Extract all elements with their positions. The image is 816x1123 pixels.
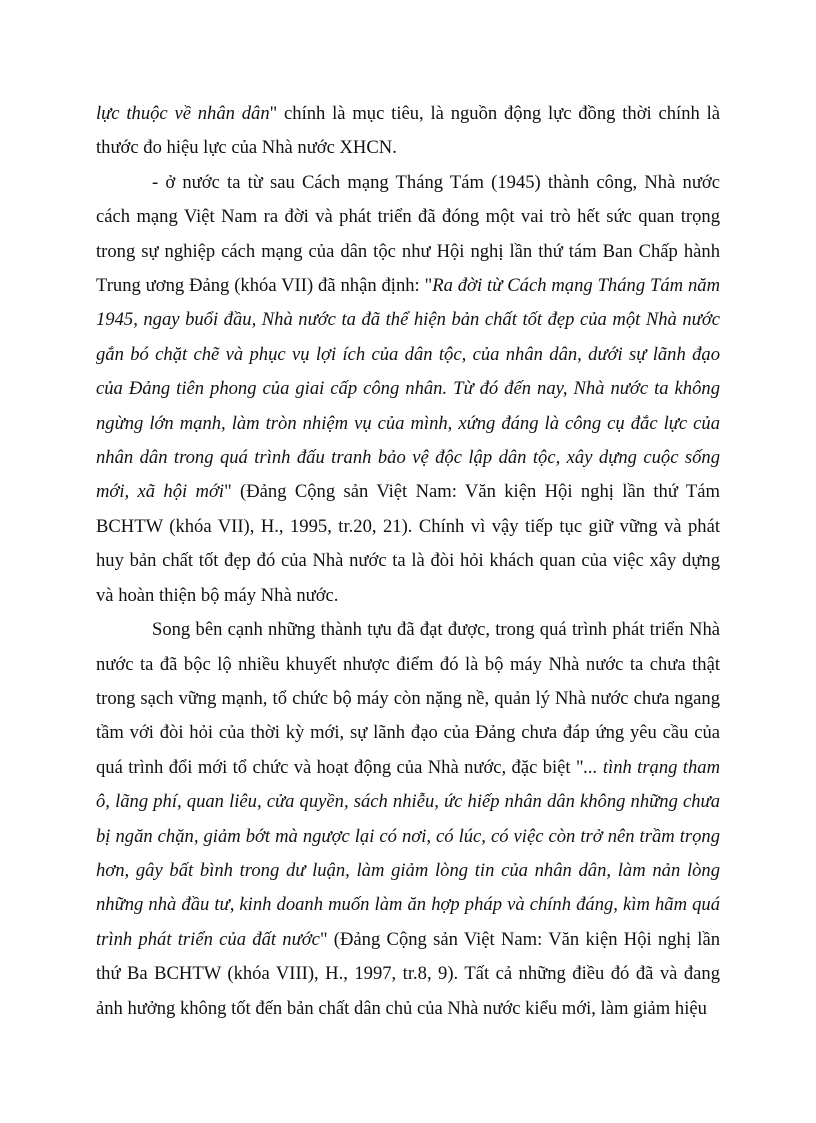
text-run: Ra đời từ Cách mạng Tháng Tám năm 1945, ngay buổi đầu, Nhà nước ta đã thể hiện bản chất tốt đẹp của một Nhà nước gắn bó chặt chẽ và phục vụ lợi ích của dân tộc, của nhân dân, dưới sự lãnh đạo của Đảng tiên phong của giai cấp công nhân. Từ đó đến nay, Nhà nước ta không ngừng lớn mạnh, làm tròn nhiệm vụ của mình, xứng đáng là công cụ đắc lực của nhân dân trong quá trình đấu tranh bảo vệ độc lập dân tộc, xây dựng cuộc sống mới, xã hội mới <box>96 275 720 503</box>
text-run: ... tình trạng tham ô, lãng phí, quan liêu, cửa quyền, sách nhiễu, ức hiếp nhân dân không những chưa bị ngăn chặn, giảm bớt mà ngược lại có nơi, có lúc, có việc còn trở nên trầm trọng hơn, gây bất bình trong dư luận, làm giảm lòng tin của nhân dân, làm nản lòng những nhà đầu tư, kinh doanh muốn làm ăn hợp pháp và chính đáng, kìm hãm quá trình phát triển của đất nước <box>96 756 720 950</box>
paragraph-3 <box>96 613 720 1026</box>
text-run: lực thuộc về nhân dân <box>96 103 270 124</box>
text-run: " (Đảng Cộng sản Việt Nam: Văn kiện Hội nghị lần thứ Ba BCHTW (khóa VIII), H., 1997, tr.8, 9). Tất cả những điều đó đã và đang ảnh hưởng không tốt đến bản chất dân chủ của Nhà nước kiểu mới, làm giảm hiệu <box>96 928 720 1019</box>
paragraph-2 <box>96 166 720 613</box>
text-run: " chính là mục tiêu, là nguồn động lực đồng thời chính là thước đo hiệu lực của Nhà nước XHCN. <box>96 103 721 159</box>
text-run: " (Đảng Cộng sản Việt Nam: Văn kiện Hội nghị lần thứ Tám BCHTW (khóa VII), H., 1995, tr.20, 21). Chính vì vậy tiếp tục giữ vững và phát huy bản chất tốt đẹp đó của Nhà nước ta là đòi hỏi khách quan của việc xây dựng và hoàn thiện bộ máy Nhà nước. <box>96 481 720 606</box>
text-run: - ở nước ta từ sau Cách mạng Tháng Tám (1945) thành công, Nhà nước cách mạng Việt Nam ra đời và phát triển đã đóng một vai trò hết sức quan trọng trong sự nghiệp cách mạng của dân tộc như Hội nghị lần thứ tám Ban Chấp hành Trung ương Đảng (khóa VII) đã nhận định: " <box>96 171 720 297</box>
paragraph-1 <box>96 97 720 166</box>
text-run: Song bên cạnh những thành tựu đã đạt được, trong quá trình phát triển Nhà nước ta đã bộc lộ nhiều khuyết nhược điểm đó là bộ máy Nhà nước ta chưa thật trong sạch vững mạnh, tổ chức bộ máy còn nặng nề, quản lý Nhà nước chưa ngang tầm với đòi hỏi của thời kỳ mới, sự lãnh đạo của Đảng chưa đáp ứng yêu cầu của quá trình đổi mới tổ chức và hoạt động của Nhà nước, đặc biệt " <box>96 619 720 778</box>
